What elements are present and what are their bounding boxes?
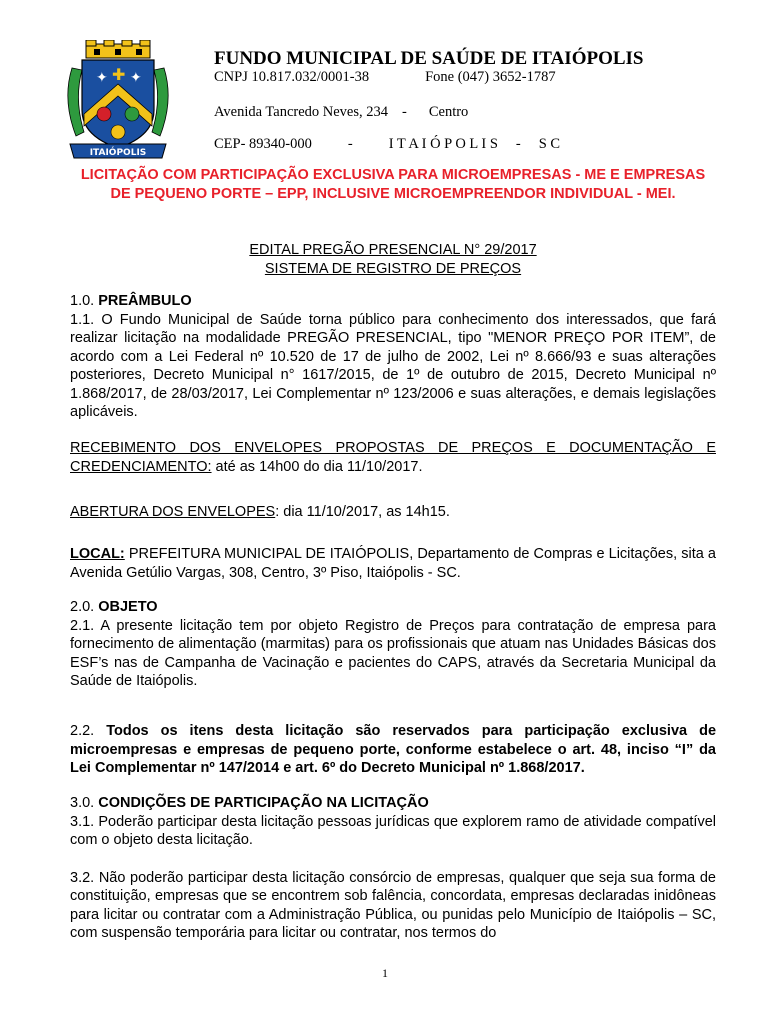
phone: Fone (047) 3652-1787 [425, 69, 556, 85]
section-preambulo [70, 292, 716, 422]
city: I T A I Ó P O L I S [388, 136, 498, 152]
section-condicoes [70, 794, 716, 943]
edital-title: EDITAL PREGÃO PRESENCIAL N° 29/2017 [249, 242, 537, 258]
cep: CEP- 89340-000 [214, 136, 312, 152]
section-abertura [70, 503, 716, 522]
preambulo-number: 1.0. [70, 293, 95, 309]
condicoes-number: 3.0. [70, 795, 95, 811]
section-objeto [70, 598, 716, 691]
svg-text:✚: ✚ [112, 65, 126, 84]
header-line-cep [214, 136, 560, 153]
cnpj: CNPJ 10.817.032/0001-38 [214, 69, 370, 85]
svg-text:✦: ✦ [96, 70, 108, 86]
local-text: PREFEITURA MUNICIPAL DE ITAIÓPOLIS, Departamento de Compras e Licitações, sita a Avenida Getúlio Vargas, 308, Centro, 3º Piso, Itaiópolis - SC. [70, 546, 716, 581]
edital-heading [70, 241, 716, 278]
reservados-text: Todos os itens desta licitação são reservados para participação exclusiva de microempresas e empresas de pequeno porte, conforme estabelece o art. 48, inciso “I” da Lei Complementar nº 147/2014 e art. 6º do Decreto Municipal nº 1.868/2017. [70, 723, 717, 776]
recebimento-label: RECEBIMENTO DOS ENVELOPES PROPOSTAS DE PREÇOS E DOCUMENTAÇÃO E CREDENCIAMENTO: [70, 440, 716, 475]
condicoes-item-1: 3.1. Poderão participar desta licitação pessoas jurídicas que explorem ramo de atividade compatível com o objeto desta licitação. [70, 813, 716, 848]
objeto-heading: OBJETO [98, 599, 158, 615]
coat-of-arms-icon [62, 40, 174, 162]
section-local [70, 545, 716, 582]
address-separator: - [402, 104, 407, 120]
reservados-number: 2.2. [70, 723, 95, 739]
preambulo-text: 1.1. O Fundo Municipal de Saúde torna público para conhecimento dos interessados, que fará realizar licitação na modalidade PREGÃO PRESENCIAL, tipo "MENOR PREÇO POR ITEM”, de acordo com a Lei Federal nº 10.520 de 17 de julho de 2002, Lei nº 8.666/93 e suas alterações posteriores, Decreto Municipal n° 1617/2015, de 1º de outubro de 2015, Decreto Municipal nº 1.868/2017, de 28/03/2017, Lei Complementar nº 123/2006 e suas alterações, e demais legislações aplicáveis. [70, 311, 716, 420]
recebimento-text: até as 14h00 do dia 11/10/2017. [211, 458, 423, 475]
header-line-cnpj [214, 69, 556, 86]
district: Centro [428, 104, 469, 120]
objeto-number: 2.0. [70, 599, 95, 615]
abertura-label: ABERTURA DOS ENVELOPES [70, 504, 276, 520]
exclusive-participation-notice: LICITAÇÃO COM PARTICIPAÇÃO EXCLUSIVA PARA MICROEMPRESAS - ME E EMPRESAS DE PEQUENO PORTE – EPP, INCLUSIVE MICROEMPREENDOR INDIVIDUAL - MEI. [80, 167, 706, 202]
crest-scroll-text: ITAIÓPOLIS [89, 148, 147, 158]
page-number: 1 [382, 966, 388, 980]
cep-separator: - [347, 136, 353, 152]
svg-text:✦: ✦ [130, 70, 142, 86]
state: S C [538, 136, 561, 152]
edital-subtitle: SISTEMA DE REGISTRO DE PREÇOS [264, 260, 522, 277]
abertura-text: : dia 11/10/2017, as 14h15. [275, 504, 450, 520]
header-line-address [214, 104, 468, 121]
local-label: LOCAL: [70, 546, 125, 562]
section-reservados [70, 722, 716, 778]
preambulo-heading: PREÂMBULO [98, 293, 192, 309]
address: Avenida Tancredo Neves, 234 [214, 104, 388, 120]
header-title: FUNDO MUNICIPAL DE SAÚDE DE ITAIÓPOLIS [214, 48, 644, 69]
objeto-text: 2.1. A presente licitação tem por objeto Registro de Preços para contratação de empresa para fornecimento de alimentação (marmitas) para os profissionais que atuam nas Unidades Básicas dos ESF’s nas de Campanha de Vacinação e pacientes do CAPS, através da Secretaria Municipal da Saúde de Itaiópolis. [70, 617, 716, 689]
section-recebimento [70, 439, 716, 476]
condicoes-heading: CONDIÇÕES DE PARTICIPAÇÃO NA LICITAÇÃO [98, 795, 429, 811]
city-separator: - [515, 136, 521, 152]
condicoes-item-2: 3.2. Não poderão participar desta licitação consórcio de empresas, qualquer que seja sua forma de constituição, empresas que se encontrem sob falência, concordata, empresas declaradas inidôneas para licitar ou contratar com a Administração Pública, ou punidas pelo Município de Itaiópolis – SC, com suspensão temporária para licitar ou contratar, nos termos do [70, 869, 716, 941]
